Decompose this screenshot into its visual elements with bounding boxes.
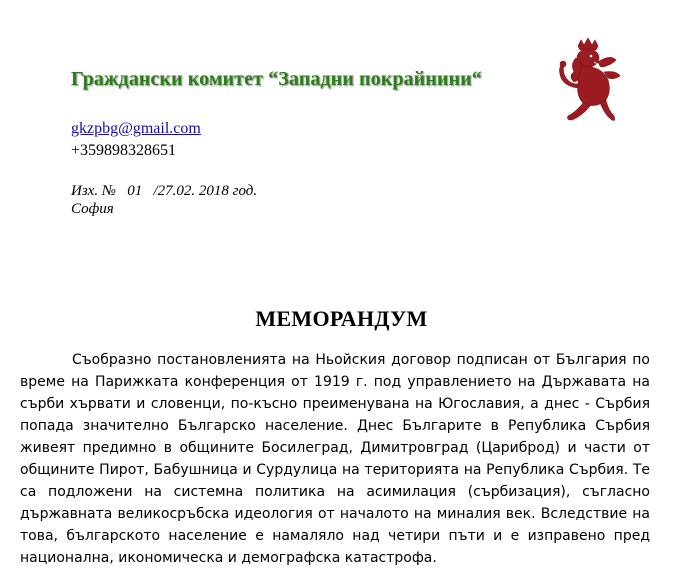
document-title: МЕМОРАНДУМ — [255, 306, 428, 331]
phone-number: +359898328651 — [71, 142, 177, 159]
next-paragraph-fragment — [20, 557, 650, 570]
city-label: София — [71, 201, 114, 217]
email-link[interactable]: gkzpbg@gmail.com — [71, 120, 201, 137]
memorandum-paragraph: Съобразно постановленията на Ньойския договор подписан от България по време на Парижката конференция от 1919 г. под управлението на Държавата на сърби хървати и словенци, по-късно преименувана на Югославия, а днес - Сърбия попада значително Българско население. Днес Българите в Република Сърбия живеят предимно в общините Босилеград, Димитровград (Цариброд) и части от общините Пирот, Бабушница и Сурдулица на територията на Република Сърбия. Те са подложени на системна политика на асимилация (сърбизация), съгласно държавната великосръбска идеология от началото на миналия век. Вследствие на това, българското население е намаляло над четири пъти и е изправено пред национална, икономическа и демографска катастрофа. — [20, 352, 650, 566]
crowned-lion-emblem-icon — [554, 36, 624, 132]
reference-number: Изх. № 01 /27.02. 2018 год. — [71, 183, 258, 199]
organization-title: Граждански комитет “Западни покрайнини“ — [71, 68, 482, 90]
